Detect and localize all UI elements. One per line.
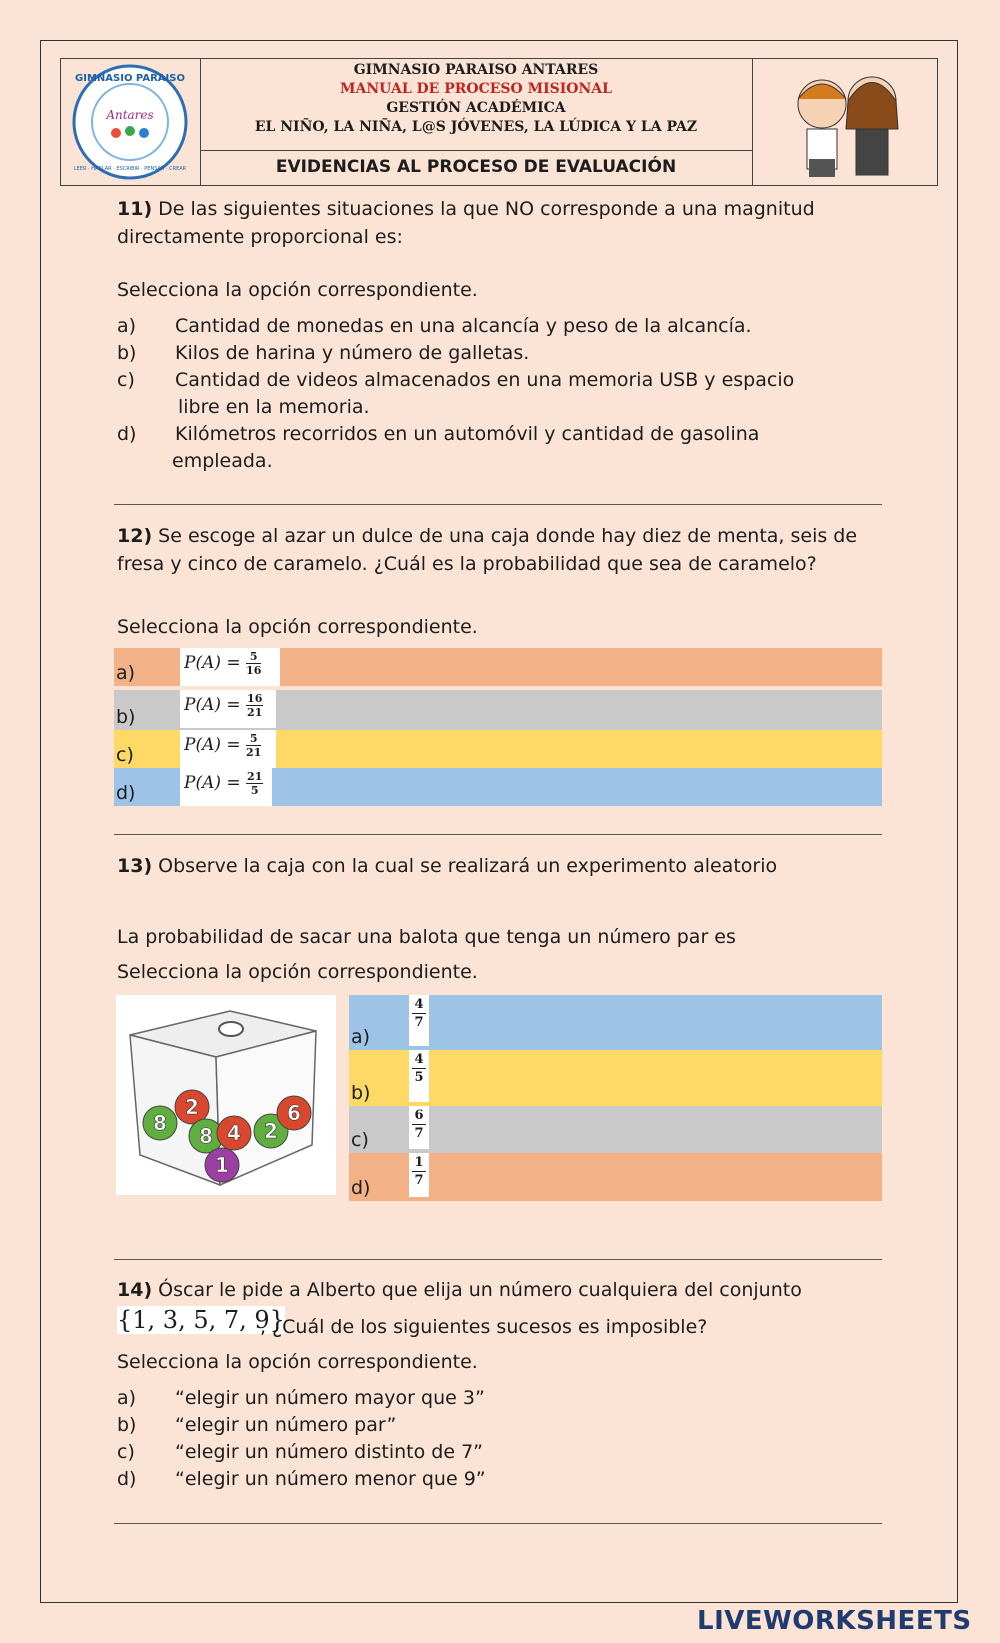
option-b[interactable]: b) “elegir un número par” [117,1414,397,1436]
question-number: 11) [117,198,153,220]
fraction [409,995,429,1046]
ball-number: 6 [287,1101,301,1125]
option-band-d[interactable] [349,1153,882,1201]
ball-number: 4 [227,1121,241,1145]
numerator: 5 [246,650,261,664]
fraction [409,1050,429,1102]
option-letter: d) [116,782,136,804]
option-d[interactable]: d) “elegir un número menor que 9” [117,1468,486,1490]
divider [114,1259,882,1260]
ball-number: 8 [153,1111,167,1135]
question-11 [117,196,862,251]
probability-formula: P(A) = $\frac{21}{5}$ [180,768,272,806]
denominator: 21 [246,746,262,759]
header-table [60,58,938,186]
question-text: De las siguientes situaciones la que NO corresponde a una magnitud directamente proporcional es: [117,198,815,248]
option-c[interactable]: c) “elegir un número distinto de 7” [117,1441,483,1463]
denominator: 21 [247,706,263,719]
question-text-continued: , ¿Cuál de los siguientes sucesos es imposible? [260,1316,708,1338]
option-letter: c) [351,1129,369,1151]
option-band-b[interactable] [349,1050,882,1106]
numerator: 6 [412,1108,426,1125]
option-band-d[interactable] [114,768,882,806]
denominator: 16 [246,664,262,677]
instruction: Selecciona la opción correspondiente. [117,1351,478,1373]
option-band-c[interactable] [349,1106,882,1153]
page-subtitle: EVIDENCIAS AL PROCESO DE EVALUACIÓN [275,157,677,177]
option-band-a[interactable] [114,648,882,686]
option-letter: d) [351,1177,371,1199]
instruction: Selecciona la opción correspondiente. [117,279,478,301]
logo-bottom-text: LEER · HABLAR · ESCRIBIR · PENSAR · CREAR [73,166,187,172]
probability-formula: P(A) = $\frac{16}{21}$ [180,690,276,728]
question-14 [117,1277,802,1305]
question-text: Óscar le pide a Alberto que elija un número cualquiera del conjunto [152,1279,802,1301]
logo-top-text: GIMNASIO PARAISO [75,73,185,84]
denominator: 5 [250,784,259,797]
question-number: 13) [117,855,153,877]
denominator: 7 [414,1126,424,1141]
instruction: Selecciona la opción correspondiente. [117,961,478,983]
option-letter: a) [351,1026,371,1048]
question-text: Observe la caja con la cual se realizará un experimento aleatorio [152,855,778,877]
option-letter: b) [116,706,136,728]
option-b[interactable]: b) Kilos de harina y número de galletas. [117,342,530,364]
option-letter: b) [351,1082,371,1104]
ball-number: 8 [199,1124,213,1148]
divider [114,1523,882,1524]
option-d[interactable]: d) Kilómetros recorridos en un automóvil y cantidad de gasolina [117,423,760,445]
numerator: 4 [412,997,426,1014]
question-number: 14) [117,1279,153,1301]
manual-title: MANUAL DE PROCESO MISIONAL [340,81,612,97]
option-a[interactable]: a) Cantidad de monedas en una alcancía y peso de la alcancía. [117,315,752,337]
option-c-continued: libre en la memoria. [178,396,370,418]
numerator: 4 [412,1052,426,1069]
question-13-prompt: La probabilidad de sacar una balota que tenga un número par es [117,926,736,948]
divider [114,834,882,835]
motto: EL NIÑO, LA NIÑA, L@S JÓVENES, LA LÚDICA Y LA PAZ [254,119,698,135]
ball-number: 2 [185,1095,199,1119]
option-band-b[interactable] [114,690,882,730]
numerator: 16 [247,692,263,705]
question-text: Se escoge al azar un dulce de una caja donde hay diez de menta, seis de fresa y cinco de caramelo. ¿Cuál es la probabilidad que sea de caramelo? [117,525,858,575]
school-logo [61,59,201,185]
question-12 [117,523,887,578]
divider [114,504,882,505]
area-title: GESTIÓN ACADÉMICA [386,100,566,116]
probability-formula: P(A) = $\frac{5}{21}$ [180,730,276,768]
ball-number: 2 [264,1119,278,1143]
denominator: 5 [414,1070,424,1085]
option-a[interactable]: a) “elegir un número mayor que 3” [117,1387,485,1409]
question-number: 12) [117,525,153,547]
question-13 [117,853,777,881]
ball-number: 1 [215,1153,229,1177]
option-d-continued: empleada. [172,450,273,472]
denominator: 7 [414,1015,424,1030]
option-c[interactable]: c) Cantidad de videos almacenados en una memoria USB y espacio [117,369,795,391]
fraction [409,1153,429,1197]
logo-center-text: Antares [106,108,154,122]
fraction [409,1106,429,1149]
school-name: GIMNASIO PARAISO ANTARES [353,62,599,78]
numerator: 1 [412,1155,426,1172]
probability-formula: P(A) = $\frac{5}{16}$ [180,648,280,686]
instruction: Selecciona la opción correspondiente. [117,616,478,638]
option-band-c[interactable] [114,730,882,768]
numerator: 21 [247,770,263,783]
option-band-a[interactable] [349,995,882,1050]
option-letter: a) [116,662,136,684]
number-set: {1, 3, 5, 7, 9} [117,1306,285,1334]
liveworksheets-logo: LIVEWORKSHEETS [697,1606,972,1636]
numerator: 5 [246,732,261,746]
option-letter: c) [116,744,134,766]
children-illustration [752,59,938,185]
denominator: 7 [414,1173,424,1188]
ball-box-image [116,995,336,1195]
